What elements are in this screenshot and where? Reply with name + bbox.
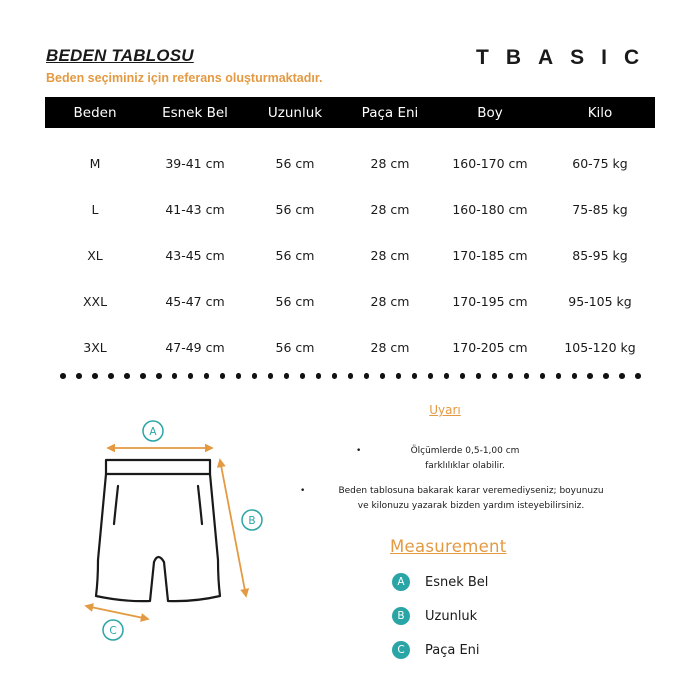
divider-dot xyxy=(60,373,66,379)
column-header-uzunluk: Uzunluk xyxy=(245,97,345,128)
column-header-beden: Beden xyxy=(45,97,145,128)
divider-dot xyxy=(156,373,162,379)
table-cell: 170-205 cm xyxy=(452,339,528,355)
table-cell: 75-85 kg xyxy=(572,201,628,217)
divider-dot xyxy=(124,373,130,379)
column-header-esnek-bel: Esnek Bel xyxy=(145,97,245,128)
divider-dot xyxy=(380,373,386,379)
table-cell: 39-41 cm xyxy=(165,155,225,171)
table-cell: 28 cm xyxy=(370,339,410,355)
divider-dot xyxy=(619,373,625,379)
shorts-diagram xyxy=(72,412,282,644)
table-cell: 105-120 kg xyxy=(564,339,636,355)
table-cell: 45-47 cm xyxy=(165,293,225,309)
leg-opening-arrow xyxy=(86,606,148,619)
legend-label-uzunluk: Uzunluk xyxy=(425,608,478,624)
marker-a xyxy=(143,421,163,441)
table-cell: 28 cm xyxy=(370,155,410,171)
table-row xyxy=(45,232,655,278)
legend-item-b xyxy=(392,607,477,625)
divider-dot xyxy=(316,373,322,379)
table-cell: 160-170 cm xyxy=(452,155,528,171)
page-subtitle: Beden seçiminiz için referans oluşturmaktadır. xyxy=(46,71,323,85)
dotted-divider xyxy=(60,373,650,385)
warning-note-2-line-2: ve kilonuzu yazarak bizden yardım isteyebilirsiniz. xyxy=(357,501,585,511)
marker-b-label: B xyxy=(248,515,256,527)
warning-note-1-line-1: Ölçümlerde 0,5-1,00 cm xyxy=(410,446,520,456)
divider-dot xyxy=(572,373,578,379)
marker-a-label: A xyxy=(149,426,157,438)
table-cell: 170-185 cm xyxy=(452,247,528,263)
divider-dot xyxy=(140,373,146,379)
column-header-boy: Boy xyxy=(435,97,545,128)
shorts-outline-icon xyxy=(96,460,220,601)
page-title: BEDEN TABLOSU xyxy=(46,46,194,65)
table-cell: 85-95 kg xyxy=(572,247,628,263)
bullet-icon: • xyxy=(356,446,362,456)
divider-dot xyxy=(204,373,210,379)
divider-dot xyxy=(587,373,593,379)
table-cell: 56 cm xyxy=(275,293,315,309)
bullet-icon: • xyxy=(300,486,306,496)
table-row xyxy=(45,324,655,370)
divider-dot xyxy=(348,373,354,379)
divider-dot xyxy=(220,373,226,379)
table-cell: M xyxy=(89,155,101,171)
warning-title: Uyarı xyxy=(429,403,461,417)
table-cell: XL xyxy=(87,247,103,263)
table-cell: 170-195 cm xyxy=(452,293,528,309)
table-cell: XXL xyxy=(82,293,108,309)
divider-dot xyxy=(108,373,114,379)
divider-dot xyxy=(492,373,498,379)
table-cell: 3XL xyxy=(83,339,107,355)
table-cell: 56 cm xyxy=(275,247,315,263)
legend-item-c xyxy=(392,641,480,659)
warning-note-2-line-1: Beden tablosuna bakarak karar veremediyseniz; boyunuzu xyxy=(338,486,604,496)
divider-dot xyxy=(412,373,418,379)
legend-badge-a: A xyxy=(392,573,410,591)
divider-dot xyxy=(540,373,546,379)
marker-c xyxy=(103,620,123,640)
divider-dot xyxy=(635,373,641,379)
table-cell: 41-43 cm xyxy=(165,201,225,217)
column-header-kilo: Kilo xyxy=(545,97,655,128)
warning-note-2 xyxy=(300,484,630,514)
table-cell: 56 cm xyxy=(275,155,315,171)
table-cell: 56 cm xyxy=(275,201,315,217)
table-row xyxy=(45,278,655,324)
divider-dot xyxy=(172,373,178,379)
legend-item-a xyxy=(392,573,488,591)
size-table xyxy=(45,97,655,370)
divider-dot xyxy=(460,373,466,379)
table-row xyxy=(45,186,655,232)
table-cell: 28 cm xyxy=(370,201,410,217)
divider-dot xyxy=(332,373,338,379)
divider-dot xyxy=(396,373,402,379)
table-cell: 28 cm xyxy=(370,293,410,309)
divider-dot xyxy=(284,373,290,379)
table-cell: 95-105 kg xyxy=(568,293,632,309)
divider-dot xyxy=(92,373,98,379)
legend-label-paca-eni: Paça Eni xyxy=(425,642,480,658)
divider-dot xyxy=(252,373,258,379)
divider-dot xyxy=(76,373,82,379)
divider-dot xyxy=(364,373,370,379)
divider-dot xyxy=(236,373,242,379)
measurement-title: Measurement xyxy=(390,537,507,556)
column-header-paca-eni: Paça Eni xyxy=(345,97,435,128)
table-header-row xyxy=(45,97,655,128)
marker-c-label: C xyxy=(109,625,117,637)
legend-label-esnek-bel: Esnek Bel xyxy=(425,574,489,590)
divider-dot xyxy=(603,373,609,379)
divider-dot xyxy=(476,373,482,379)
table-cell: 43-45 cm xyxy=(165,247,225,263)
length-arrow xyxy=(220,460,246,596)
divider-dot xyxy=(556,373,562,379)
marker-b xyxy=(242,510,262,530)
table-cell: 56 cm xyxy=(275,339,315,355)
legend-badge-c: C xyxy=(392,641,410,659)
legend-badge-b: B xyxy=(392,607,410,625)
divider-dot xyxy=(188,373,194,379)
table-cell: 60-75 kg xyxy=(572,155,628,171)
divider-dot xyxy=(428,373,434,379)
divider-dot xyxy=(444,373,450,379)
brand-logo: TBASIC xyxy=(476,46,657,69)
divider-dot xyxy=(508,373,514,379)
table-row xyxy=(45,128,655,186)
warning-note-1 xyxy=(356,444,550,474)
divider-dot xyxy=(300,373,306,379)
divider-dot xyxy=(524,373,530,379)
divider-dot xyxy=(268,373,274,379)
table-cell: L xyxy=(91,201,99,217)
table-cell: 160-180 cm xyxy=(452,201,528,217)
table-cell: 28 cm xyxy=(370,247,410,263)
table-cell: 47-49 cm xyxy=(165,339,225,355)
warning-note-1-line-2: farklılıklar olabilir. xyxy=(425,461,505,471)
